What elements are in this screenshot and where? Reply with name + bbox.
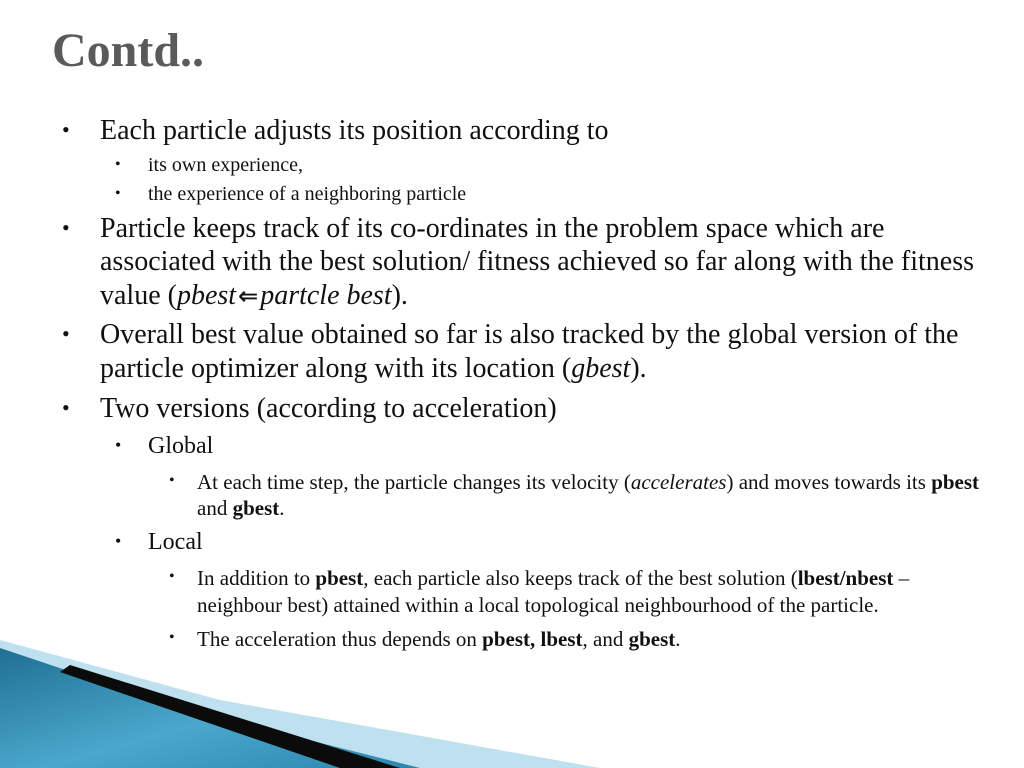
text: ) and moves towards its — [726, 469, 932, 494]
sub-bullet-item — [62, 182, 982, 206]
bullet-text-end: ). — [391, 279, 408, 311]
pbest-term: pbest — [176, 279, 237, 311]
text: and — [197, 496, 233, 521]
bullet-dot: • — [115, 435, 122, 456]
bullet-dot: • — [62, 117, 70, 142]
pbest-term: pbest — [315, 566, 364, 591]
text: , and — [582, 626, 629, 651]
sub-bullet-text: Local — [148, 529, 203, 556]
sub-sub-bullet-item — [62, 626, 982, 652]
bullet-dot: • — [115, 184, 121, 202]
gbest-term: gbest — [628, 626, 676, 651]
sub-bullet-text: its own experience, — [148, 153, 303, 176]
bullet-dot: • — [115, 155, 121, 173]
bullet-list — [62, 108, 982, 652]
bullet-dot: • — [62, 394, 70, 420]
bullet-text-end: ). — [630, 352, 647, 384]
lbest-nbest-term: lbest/nbest — [797, 566, 894, 591]
partcle-best-term: partcle best — [260, 279, 392, 311]
sub-bullet-item — [62, 528, 982, 557]
bullet-item — [62, 318, 982, 385]
accelerates-term: accelerates — [630, 469, 727, 494]
bullet-text: Each particle adjusts its position according to — [100, 115, 609, 146]
bullet-text: Particle keeps track of its co-ordinates in the problem space which are associated with the best solution/ fitness achieved so far along with the fitness value ( — [100, 212, 975, 311]
bullet-dot: • — [169, 471, 175, 489]
text: In addition to — [197, 566, 316, 591]
sub-bullet-item — [62, 432, 982, 461]
sub-bullet-text: the experience of a neighboring particle — [148, 182, 467, 205]
pbest-term: pbest — [931, 469, 980, 494]
text: . — [279, 496, 285, 521]
pbest-lbest-term: pbest, lbest — [482, 626, 583, 651]
bullet-item — [62, 392, 982, 426]
sub-sub-bullet-item — [62, 469, 982, 522]
gbest-term: gbest — [571, 352, 631, 384]
sub-sub-bullet-item — [62, 565, 982, 618]
text: The acceleration thus depends on — [197, 626, 483, 651]
left-arrow-icon: ⇐ — [238, 281, 259, 310]
bullet-dot: • — [115, 531, 122, 552]
bullet-dot: • — [62, 214, 70, 240]
bullet-dot: • — [169, 628, 175, 646]
text: , each particle also keeps track of the best solution ( — [363, 566, 798, 591]
sub-bullet-text: Global — [148, 433, 214, 460]
bullet-dot: • — [169, 568, 175, 586]
bullet-text: Overall best value obtained so far is also tracked by the global version of the particle optimizer along with its location ( — [100, 319, 959, 384]
bullet-item — [62, 212, 982, 313]
sub-bullet-item — [62, 153, 982, 177]
bullet-dot: • — [62, 321, 70, 347]
text: – neighbour best) attained within a local topological neighbourhood of the particle. — [197, 566, 910, 617]
bullet-text: Two versions (according to acceleration) — [100, 392, 557, 424]
slide-title: Contd.. — [52, 24, 205, 77]
text: At each time step, the particle changes its velocity ( — [197, 469, 631, 494]
gbest-term: gbest — [232, 496, 280, 521]
bullet-item — [62, 114, 982, 148]
text: . — [675, 626, 681, 651]
